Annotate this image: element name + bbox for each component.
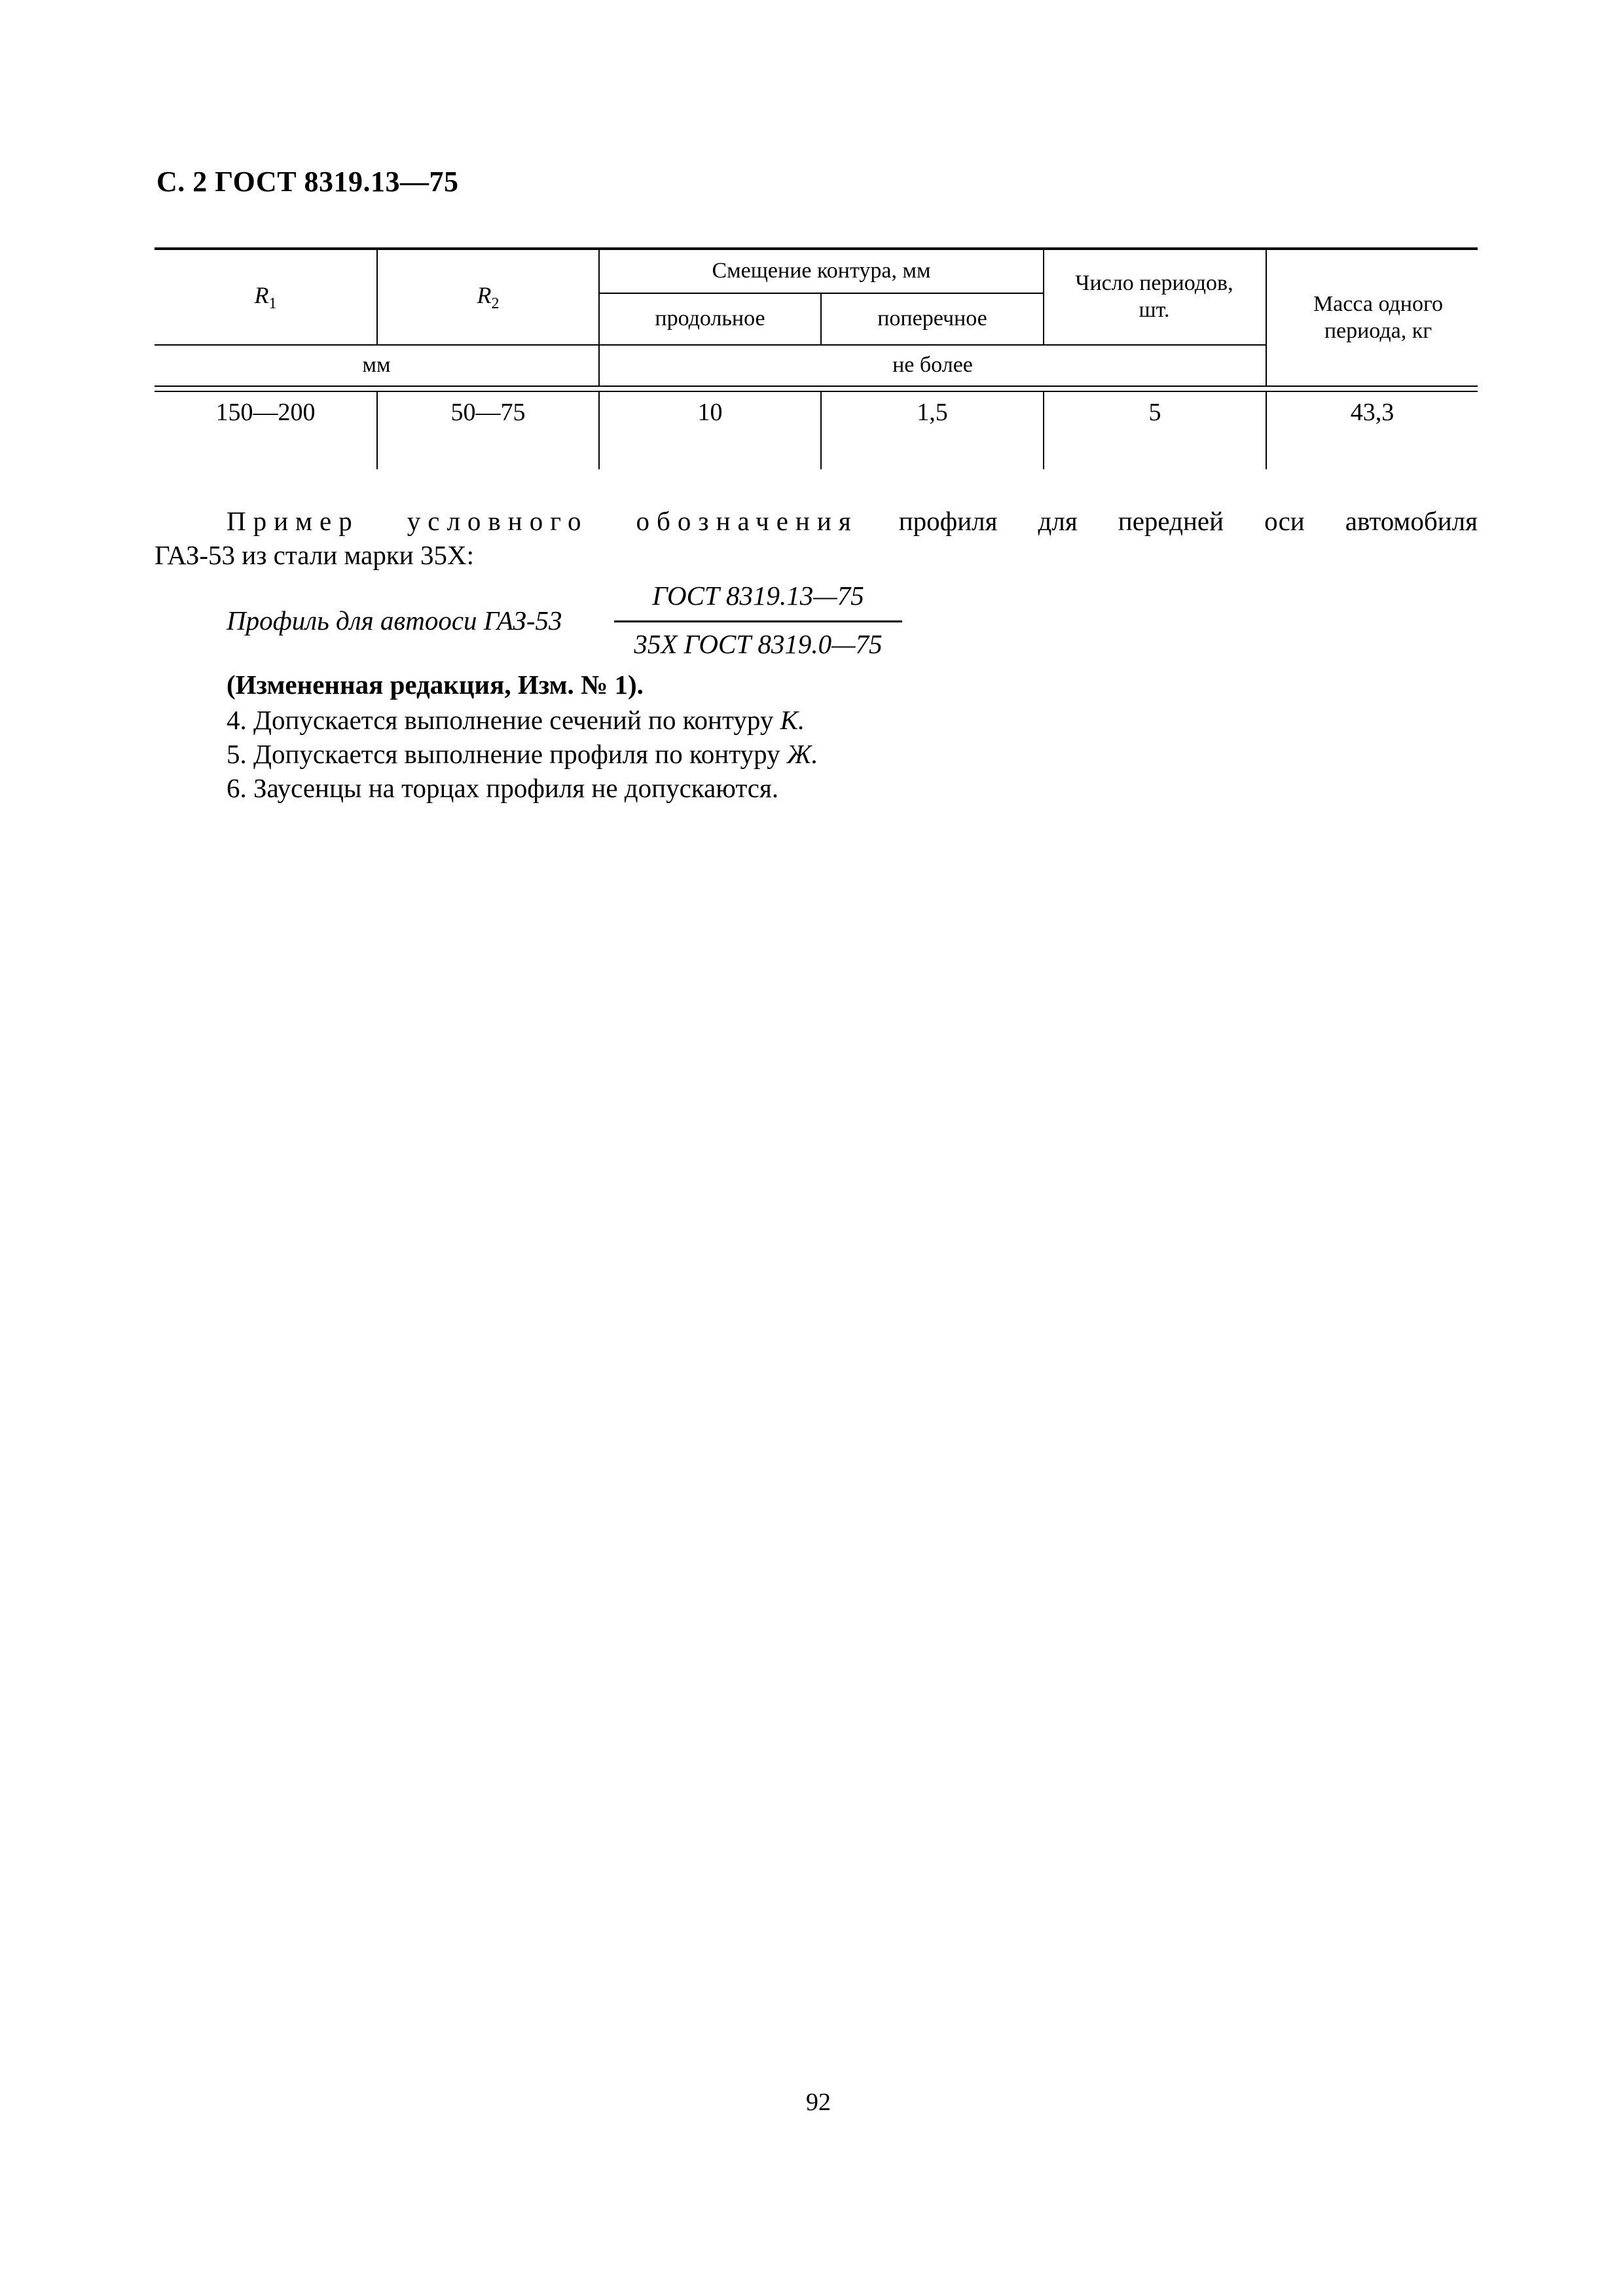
r1-subscript: 1 xyxy=(268,295,277,312)
list-item xyxy=(227,771,818,805)
list-item-symbol: К. xyxy=(780,705,805,735)
fraction-denominator: 35Х ГОСТ 8319.0—75 xyxy=(634,629,883,659)
r1-letter: R xyxy=(254,281,269,308)
table-cell-longitudinal: 10 xyxy=(697,399,723,427)
table-cell-r2: 50—75 xyxy=(450,399,526,427)
col-header-r2 xyxy=(378,250,598,344)
units-mm: мм xyxy=(362,353,391,378)
units-not-more: не более xyxy=(892,353,973,378)
r2-letter: R xyxy=(477,281,492,308)
requirements-list xyxy=(227,703,818,805)
table-cell-periods: 5 xyxy=(1148,399,1161,427)
col-header-periods: Число периодов, шт. xyxy=(1075,271,1233,322)
table-cell-r1: 150—200 xyxy=(215,399,316,427)
table-cell-mass: 43,3 xyxy=(1350,399,1395,427)
table-header-double-rule-1 xyxy=(155,386,1478,387)
example-rest-line-1: профиля для передней оси автомобиля xyxy=(858,506,1478,536)
list-item-text: 5. Допускается выполнение профиля по контуру xyxy=(227,739,787,769)
fraction-numerator: ГОСТ 8319.13—75 xyxy=(652,581,864,611)
list-item-text: 6. Заусенцы на торцах профиля не допускаются. xyxy=(227,773,779,803)
list-item xyxy=(227,703,818,737)
edition-note: (Измененная редакция, Изм. № 1). xyxy=(227,670,644,700)
page-header: С. 2 ГОСТ 8319.13—75 xyxy=(156,166,459,198)
example-line-2: ГАЗ-53 из стали марки 35Х: xyxy=(155,540,474,570)
table-col-divider xyxy=(1266,247,1267,386)
table-col-divider xyxy=(1043,247,1044,344)
page-number: 92 xyxy=(806,2089,831,2116)
table-cell-transverse: 1,5 xyxy=(917,399,948,427)
col-header-offset-group: Смещение контура, мм xyxy=(712,259,931,283)
fraction-bar xyxy=(614,620,902,622)
col-header-mass: Масса одного периода, кг xyxy=(1313,291,1444,343)
col-header-longitudinal: продольное xyxy=(655,306,765,331)
list-item xyxy=(227,737,818,771)
r2-subscript: 2 xyxy=(491,295,500,312)
designation-example xyxy=(155,504,1478,572)
spec-table xyxy=(155,247,1478,470)
col-header-transverse: поперечное xyxy=(877,306,987,331)
list-item-text: 4. Допускается выполнение сечений по контуру xyxy=(227,705,780,735)
col-header-r1 xyxy=(155,250,376,344)
example-line-1 xyxy=(155,504,1478,538)
formula-label: Профиль для автооси ГАЗ-53 xyxy=(227,605,562,636)
list-item-symbol: Ж. xyxy=(786,739,818,769)
example-spaced-lead: Пример условного обозначения xyxy=(227,506,858,536)
